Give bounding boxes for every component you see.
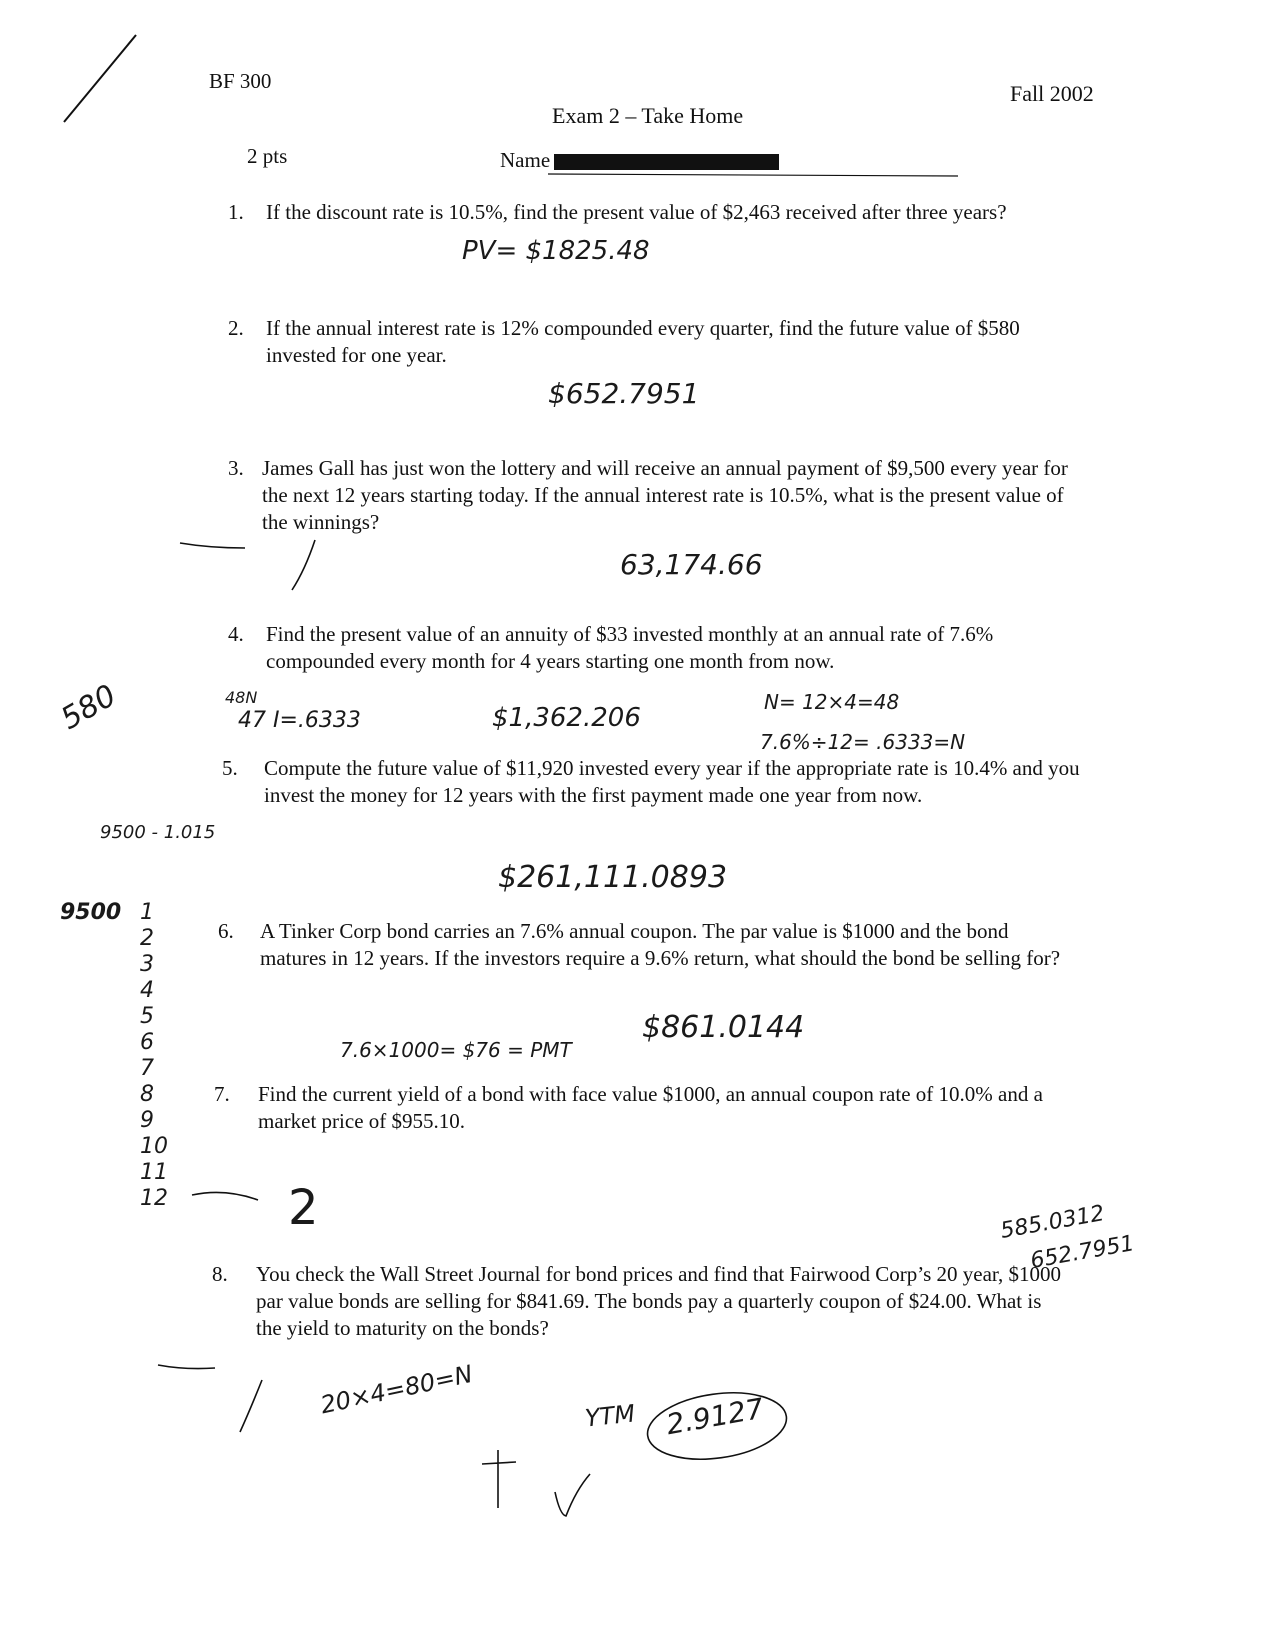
q8-ytm-label: YTM bbox=[583, 1399, 637, 1433]
margin-count: 4 bbox=[140, 978, 154, 1003]
q4-note-rate: 7.6%÷12= .6333=N bbox=[760, 730, 966, 754]
margin-count: 10 bbox=[140, 1134, 168, 1159]
margin-note-9500: 9500 bbox=[60, 900, 122, 925]
question-number: 1. bbox=[228, 200, 244, 224]
course-code: BF 300 bbox=[209, 69, 272, 93]
question-text: Find the present value of an annuity of $33 invested monthly at an annual rate of 7.6% compounded every month for 4 years starting one month from now. bbox=[266, 622, 994, 673]
answer-2: $652.7951 bbox=[548, 377, 700, 410]
answer-3: 63,174.66 bbox=[620, 548, 763, 581]
q3-slash-mark bbox=[292, 540, 315, 590]
q3-dash-mark bbox=[180, 543, 245, 548]
name-label-text: Name bbox=[500, 148, 551, 172]
points-label: 2 pts bbox=[247, 144, 288, 168]
q8-slash-mark bbox=[240, 1380, 262, 1432]
question-number: 7. bbox=[214, 1082, 230, 1106]
margin-count: 8 bbox=[140, 1082, 154, 1107]
question-text: If the annual interest rate is 12% compounded every quarter, find the future value of $580 invested for one year. bbox=[266, 316, 1020, 367]
exam-title: Exam 2 – Take Home bbox=[552, 103, 744, 128]
redacted-name bbox=[554, 154, 779, 170]
question-text: James Gall has just won the lottery and will receive an annual payment of $9,500 every year for the next 12 years starting today. If the annual interest rate is 10.5%, what is the present value of the winnings? bbox=[262, 456, 1068, 534]
q7-dash-mark bbox=[192, 1192, 258, 1200]
answer-4: $1,362.206 bbox=[492, 703, 641, 733]
question-number: 5. bbox=[222, 756, 238, 780]
question-number: 6. bbox=[218, 919, 234, 943]
q4-note-n: N= 12×4=48 bbox=[764, 690, 900, 714]
question-number: 3. bbox=[228, 456, 244, 480]
q7-score-mark: 2 bbox=[288, 1180, 319, 1236]
margin-note-right-2: 652.7951 bbox=[1028, 1231, 1137, 1274]
q8-dash-mark bbox=[158, 1365, 215, 1369]
top-slash-mark bbox=[64, 35, 136, 122]
answer-5: $261,111.0893 bbox=[498, 860, 728, 895]
question-1 bbox=[228, 199, 1088, 226]
q8-note-n: 20×4=80=N bbox=[318, 1359, 476, 1420]
margin-count: 11 bbox=[140, 1160, 168, 1185]
margin-note-580: 580 bbox=[55, 678, 123, 737]
question-6 bbox=[218, 918, 1078, 972]
question-8 bbox=[212, 1261, 1072, 1342]
margin-count: 2 bbox=[140, 926, 154, 951]
margin-count: 5 bbox=[140, 1004, 154, 1029]
answer-1: PV= $1825.48 bbox=[462, 236, 650, 266]
q4-note-48n: 48N bbox=[225, 688, 258, 707]
margin-count-list bbox=[140, 900, 168, 1212]
margin-note-formula: 9500 - 1.015 bbox=[100, 822, 216, 843]
question-number: 2. bbox=[228, 316, 244, 340]
question-text: If the discount rate is 10.5%, find the present value of $2,463 received after three years? bbox=[266, 200, 1007, 224]
question-2 bbox=[228, 315, 1088, 369]
question-text: A Tinker Corp bond carries an 7.6% annual coupon. The par value is $1000 and the bond matures in 12 years. If the investors require a 9.6% return, what should the bond be selling for? bbox=[260, 919, 1061, 970]
q6-note-pmt: 7.6×1000= $76 = PMT bbox=[340, 1038, 572, 1062]
question-text: Compute the future value of $11,920 invested every year if the appropriate rate is 10.4% and you invest the money for 12 years with the first payment made one year from now. bbox=[264, 756, 1080, 807]
answer-8: 2.9127 bbox=[663, 1391, 767, 1442]
margin-count: 6 bbox=[140, 1030, 154, 1055]
name-label bbox=[500, 147, 779, 173]
margin-note-right-1: 585.0312 bbox=[998, 1201, 1107, 1244]
margin-count: 7 bbox=[140, 1056, 154, 1081]
margin-count: 9 bbox=[140, 1108, 154, 1133]
cross-mark bbox=[482, 1450, 516, 1508]
question-4 bbox=[228, 621, 1088, 675]
margin-count: 3 bbox=[140, 952, 154, 977]
q4-note-i: 47 I=.6333 bbox=[238, 708, 361, 733]
question-text: Find the current yield of a bond with face value $1000, an annual coupon rate of 10.0% and a market price of $955.10. bbox=[258, 1082, 1043, 1133]
question-3 bbox=[228, 455, 1088, 536]
question-number: 8. bbox=[212, 1262, 228, 1286]
question-5 bbox=[222, 755, 1082, 809]
margin-count: 1 bbox=[140, 900, 154, 925]
question-7 bbox=[214, 1081, 1074, 1135]
question-text: You check the Wall Street Journal for bond prices and find that Fairwood Corp’s 20 year, $1000 par value bonds are selling for $841.69. The bonds pay a quarterly coupon of $24.00. What is the yield to maturity on the bonds? bbox=[256, 1262, 1062, 1340]
name-underline bbox=[548, 174, 958, 176]
check-mark bbox=[555, 1474, 590, 1516]
term: Fall 2002 bbox=[1010, 81, 1094, 106]
margin-count: 12 bbox=[140, 1186, 168, 1211]
answer-6: $861.0144 bbox=[642, 1010, 805, 1045]
question-number: 4. bbox=[228, 622, 244, 646]
